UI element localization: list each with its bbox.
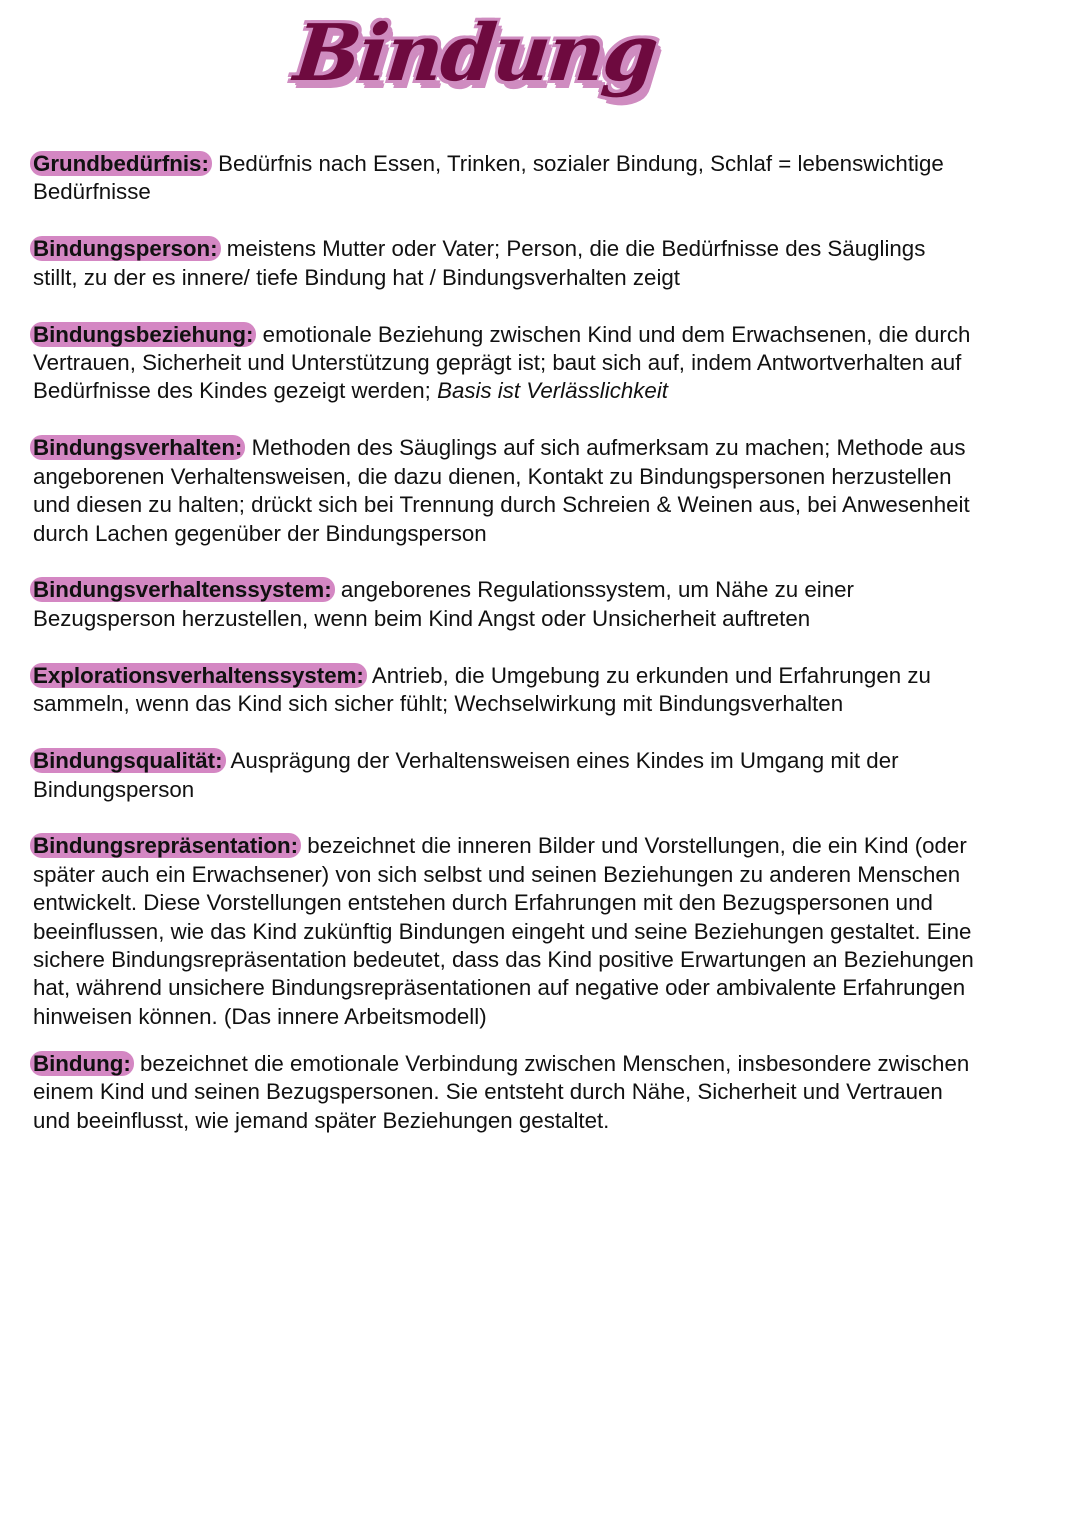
term-highlight: Explorationsverhaltenssystem:	[30, 663, 367, 688]
title-lettering: Bindung	[289, 8, 661, 99]
definition-bindungsrepraesentation	[33, 832, 1053, 1031]
term-highlight: Grundbedürfnis:	[30, 151, 212, 176]
page-title	[0, 8, 1080, 99]
term-highlight: Bindungsperson:	[30, 236, 221, 261]
definition-text: emotionale Beziehung zwischen Kind und dem Erwachsenen, die durch Vertrauen, Sicherheit und Unterstützung geprägt ist; baut sich auf, indem Antwortverhalten auf Bedürfnisse des Kindes gezeigt werden;	[33, 321, 971, 404]
term-highlight: Bindungsverhaltenssystem:	[30, 577, 335, 602]
definition-explorationsverhaltenssystem	[33, 662, 1053, 719]
definition-italic-note: Basis ist Verlässlichkeit	[437, 378, 668, 404]
definitions-list	[33, 150, 1053, 1163]
definition-bindungsverhaltenssystem	[33, 576, 1053, 633]
definition-text: bezeichnet die emotionale Verbindung zwischen Menschen, insbesondere zwischen einem Kind und seinen Bezugspersonen. Sie entsteht durch Nähe, Sicherheit und Vertrauen und beeinflusst, wie jemand später Beziehungen gestaltet.	[33, 1050, 970, 1133]
definition-bindung	[33, 1050, 1053, 1135]
term-highlight: Bindung:	[30, 1051, 134, 1076]
definition-text: angeborenes Regulationssystem, um Nähe zu einer Bezugsperson herzustellen, wenn beim Kind Angst oder Unsicherheit auftreten	[33, 577, 854, 631]
term-highlight: Bindungsbeziehung:	[30, 322, 256, 347]
definition-bindungsperson	[33, 235, 1053, 292]
definition-text: Bedürfnis nach Essen, Trinken, sozialer Bindung, Schlaf = lebenswichtige Bedürfnisse	[33, 151, 944, 205]
term-highlight: Bindungsqualität:	[30, 748, 226, 773]
definition-bindungsbeziehung	[33, 321, 1053, 406]
definition-grundbeduerfnis	[33, 150, 1053, 207]
term-highlight: Bindungsverhalten:	[30, 435, 245, 460]
definition-text: bezeichnet die inneren Bilder und Vorstellungen, die ein Kind (oder später auch ein Erwachsener) von sich selbst und seinen Beziehungen zu anderen Menschen entwickelt. Diese Vorstellungen entstehen durch Erfahrungen mit den Bezugspersonen und beeinflussen, wie das Kind zukünftig Bindungen eingeht und seine Beziehungen gestaltet. Eine sichere Bindungsrepräsentation bedeutet, dass das Kind positive Erwartungen an Beziehungen hat, während unsichere Bindungsrepräsentationen auf negative oder ambivalente Erfahrungen hinweisen können. (Das innere Arbeitsmodell)	[33, 833, 974, 1029]
definition-text: meistens Mutter oder Vater; Person, die die Bedürfnisse des Säuglings stillt, zu der es innere/ tiefe Bindung hat / Bindungsverhalten zeigt	[33, 236, 926, 290]
definition-text: Antrieb, die Umgebung zu erkunden und Erfahrungen zu sammeln, wenn das Kind sich sicher fühlt; Wechselwirkung mit Bindungsverhalten	[33, 662, 931, 717]
term-highlight: Bindungsrepräsentation:	[30, 833, 301, 858]
definition-text: Ausprägung der Verhaltensweisen eines Kindes im Umgang mit der Bindungsperson	[33, 748, 899, 802]
definition-text: Methoden des Säuglings auf sich aufmerksam zu machen; Methode aus angeborenen Verhaltensweisen, die dazu dienen, Kontakt zu Bindungspersonen herzustellen und diesen zu halten; drückt sich bei Trennung durch Schreien & Weinen aus, bei Anwesenheit durch Lachen gegenüber der Bindungsperson	[33, 435, 970, 546]
definition-bindungsverhalten	[33, 434, 1053, 548]
definition-bindungsqualitaet	[33, 747, 1053, 804]
